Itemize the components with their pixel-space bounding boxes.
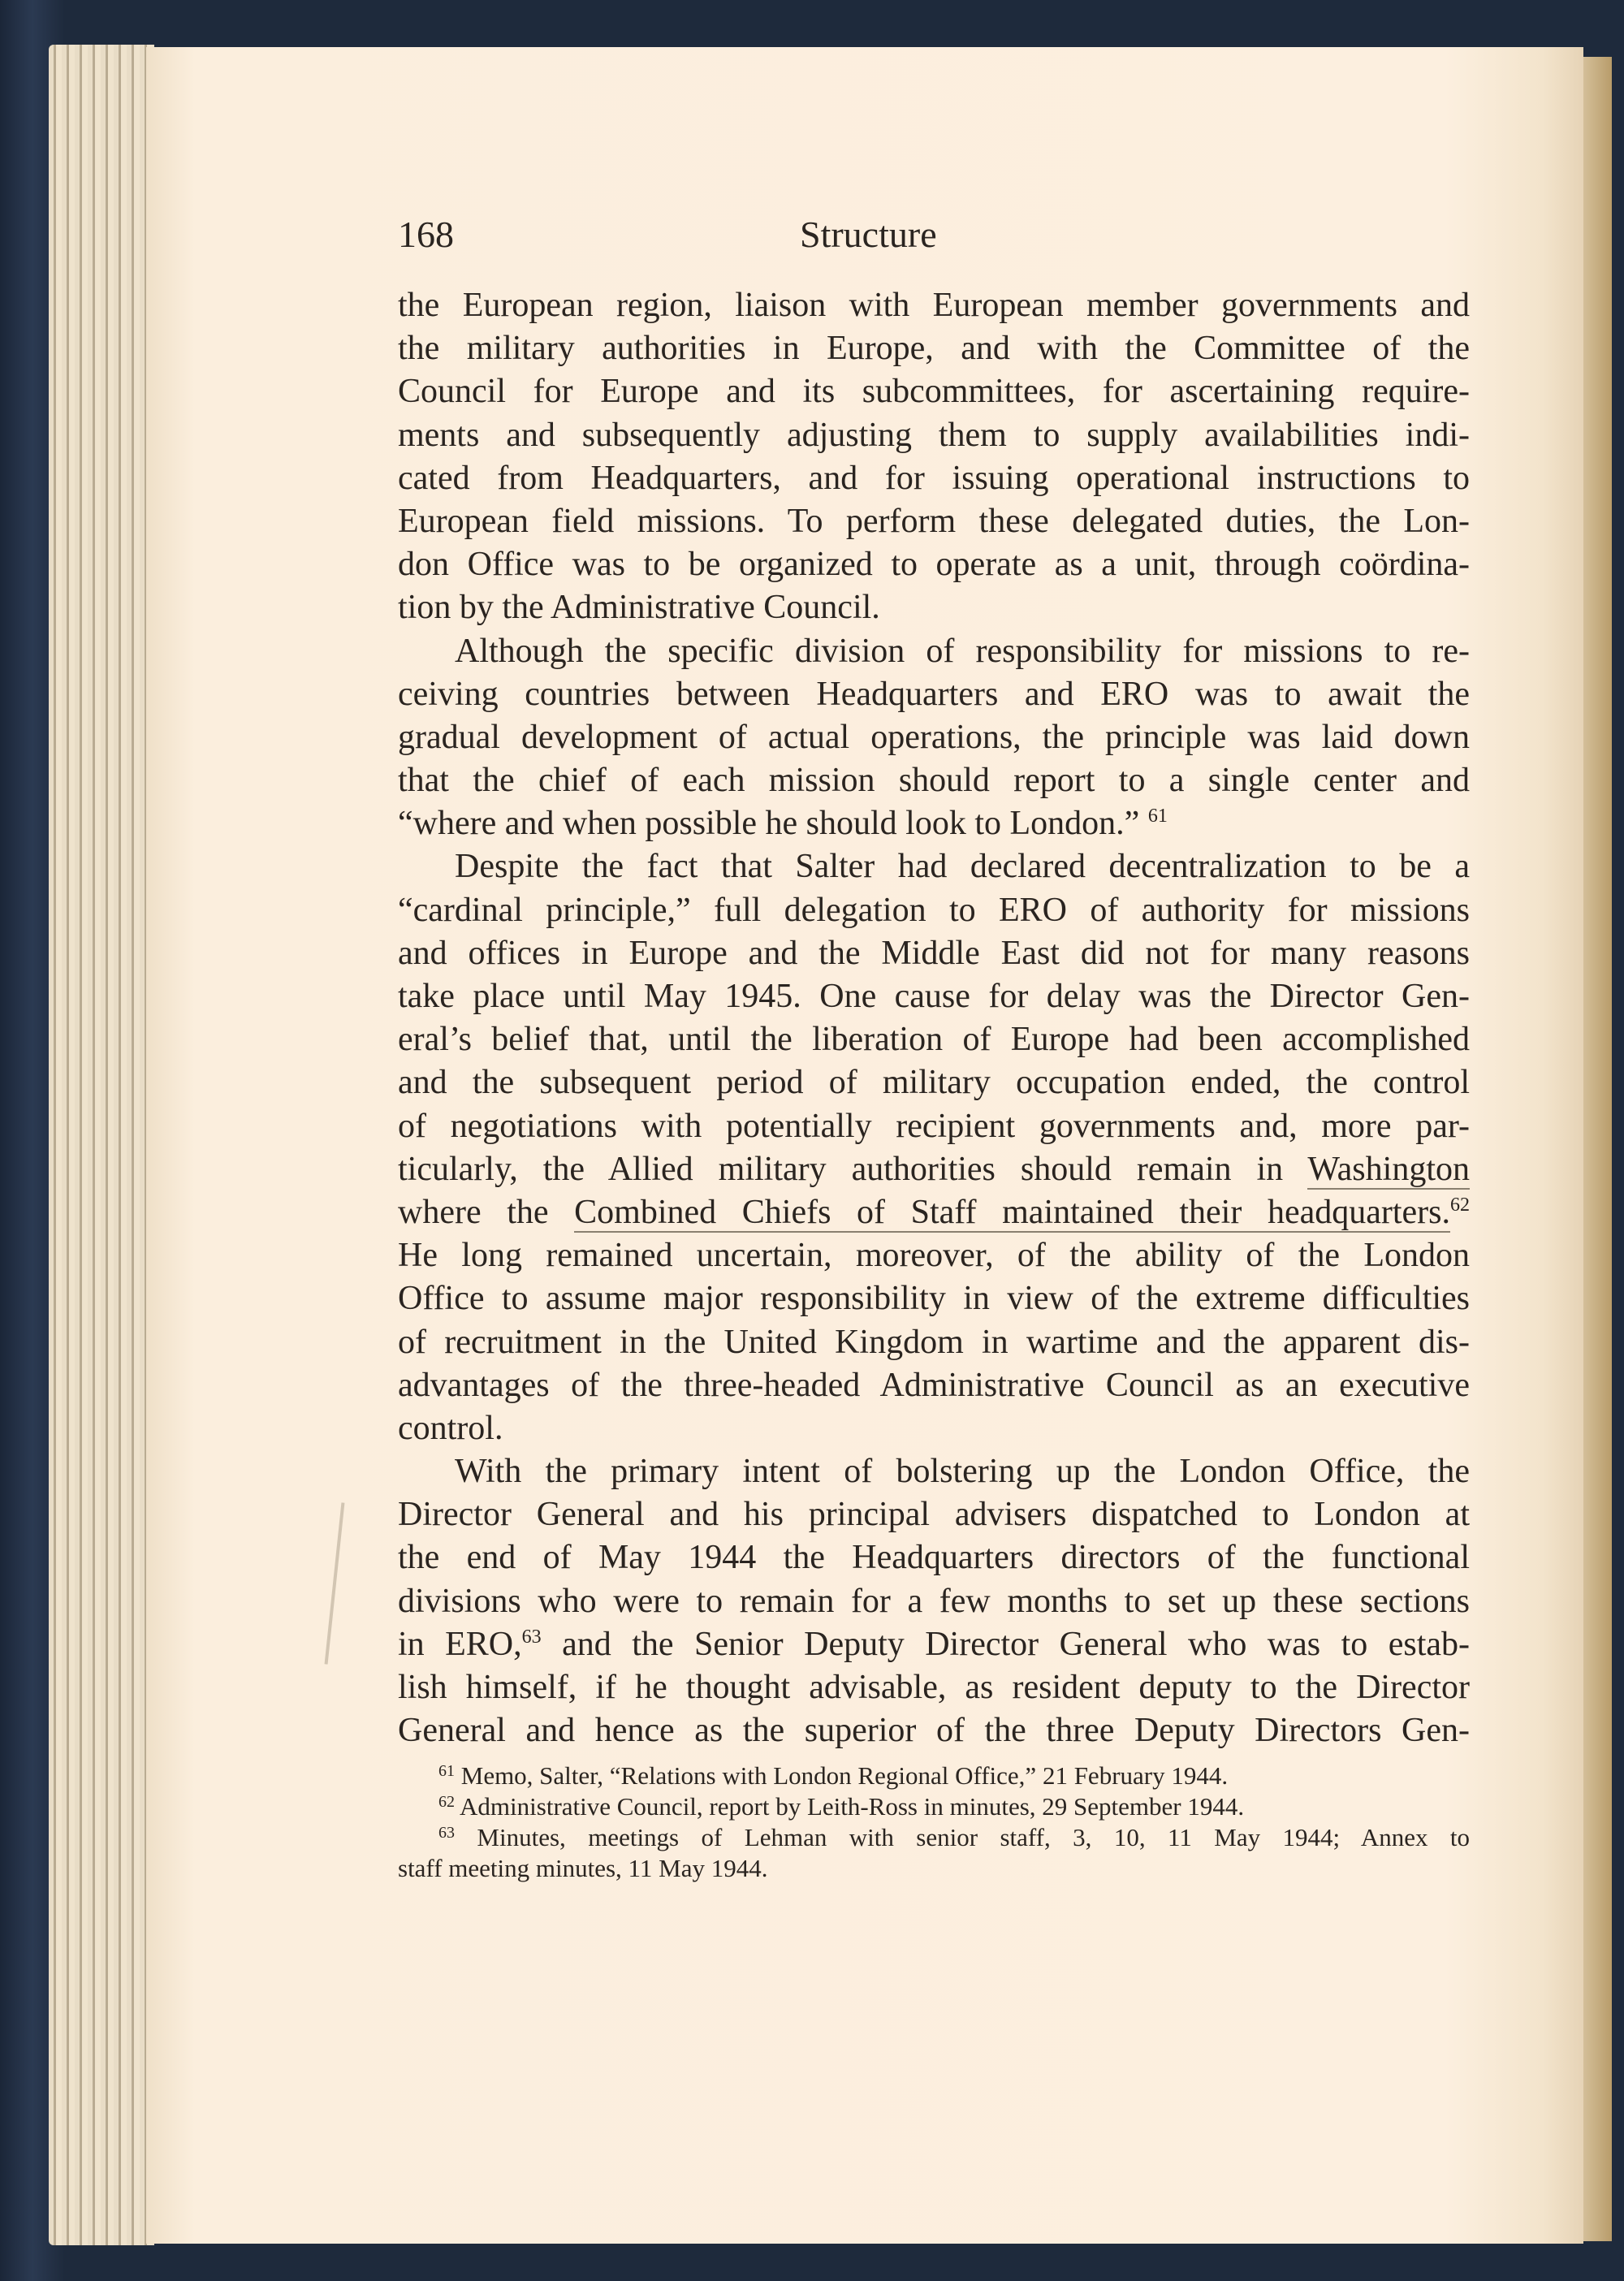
text-line <box>398 1623 1470 1666</box>
footnote <box>398 1822 1470 1853</box>
text-segment: ments and subsequently adjusting them to supply availabilities indi- <box>398 416 1470 454</box>
footnote-ref: 62 <box>1450 1194 1470 1216</box>
footnote-number: 62 <box>438 1793 455 1811</box>
text-segment: Council for Europe and its subcommittees, for ascertaining require- <box>398 373 1470 411</box>
footnote-text: Minutes, meetings of Lehman with senior staff, 3, 10, 11 May 1944; Annex to <box>455 1823 1470 1851</box>
text-segment: Despite the fact that Salter had declared decentralization to be a <box>455 848 1470 886</box>
text-segment: Office to assume major responsibility in view of the extreme difficulties <box>398 1280 1470 1318</box>
text-line <box>398 1666 1470 1709</box>
text-segment: ceiving countries between Headquarters and ERO was to await the <box>398 675 1470 713</box>
text-line <box>398 975 1470 1018</box>
text-segment: Combined Chiefs of Staff maintained their headquarters. <box>574 1193 1450 1231</box>
text-line <box>398 889 1470 932</box>
footnote <box>398 1760 1470 1791</box>
footnote-text: Memo, Salter, “Relations with London Regional Office,” 21 February 1944. <box>455 1761 1229 1790</box>
text-line <box>398 1018 1470 1061</box>
text-segment: Director General and his principal advisers dispatched to London at <box>398 1496 1470 1534</box>
text-line <box>398 673 1470 716</box>
text-line <box>398 1709 1470 1752</box>
text-segment: Washington <box>1307 1150 1470 1188</box>
text-line <box>398 802 1470 845</box>
text-segment: divisions who were to remain for a few months to set up these sections <box>398 1582 1470 1620</box>
text-line <box>398 1234 1470 1277</box>
text-line <box>398 1105 1470 1148</box>
text-segment: He long remained uncertain, moreover, of the ability of the London <box>398 1237 1470 1275</box>
text-segment: in ERO, <box>398 1625 522 1663</box>
text-line <box>398 759 1470 802</box>
text-line <box>398 1191 1470 1234</box>
text-segment: and offices in Europe and the Middle East did not for many reasons <box>398 934 1470 972</box>
text-line <box>398 284 1470 327</box>
text-segment: control. <box>398 1409 503 1447</box>
footnote-ref: 63 <box>521 1626 542 1648</box>
text-segment: lish himself, if he thought advisable, as resident deputy to the Director <box>398 1669 1470 1706</box>
text-line <box>398 414 1470 457</box>
text-line <box>398 1148 1470 1191</box>
page-number: 168 <box>398 214 454 255</box>
text-line <box>398 716 1470 759</box>
footnote-ref: 61 <box>1147 806 1168 827</box>
text-segment: European field missions. To perform these delegated duties, the Lon- <box>398 502 1470 540</box>
right-page-edge <box>1579 57 1612 2241</box>
text-segment: General and hence as the superior of the three Deputy Directors Gen- <box>398 1712 1470 1750</box>
text-line <box>398 1580 1470 1623</box>
text-segment: where the <box>398 1193 575 1231</box>
text-line <box>398 1321 1470 1364</box>
text-segment: “where and when possible he should look to London.” <box>398 805 1148 843</box>
text-segment: of negotiations with potentially recipient governments and, more par- <box>398 1107 1470 1145</box>
text-line <box>398 500 1470 543</box>
text-segment: “cardinal principle,” full delegation to ERO of authority for missions <box>398 891 1470 929</box>
footnote-number: 63 <box>438 1824 455 1842</box>
text-line <box>398 1407 1470 1450</box>
text-segment: gradual development of actual operations, the principle was laid down <box>398 718 1470 756</box>
text-segment: don Office was to be organized to operate as a unit, through coördina- <box>398 546 1470 584</box>
text-segment: the military authorities in Europe, and with the Committee of the <box>398 330 1470 368</box>
text-line <box>398 1061 1470 1104</box>
text-line <box>398 457 1470 500</box>
text-segment: the end of May 1944 the Headquarters directors of the functional <box>398 1539 1470 1577</box>
footnote <box>398 1853 1470 1884</box>
text-segment: take place until May 1945. One cause for delay was the Director Gen- <box>398 978 1470 1015</box>
text-line <box>398 327 1470 370</box>
text-segment: ticularly, the Allied military authorities should remain in <box>398 1150 1308 1188</box>
text-segment: advantages of the three-headed Administrative Council as an executive <box>398 1366 1470 1404</box>
text-segment: and the Senior Deputy Director General who was to estab- <box>541 1625 1470 1663</box>
text-line <box>398 1493 1470 1536</box>
text-segment: With the primary intent of bolstering up the London Office, the <box>455 1453 1470 1491</box>
text-line <box>398 543 1470 586</box>
footnote <box>398 1791 1470 1822</box>
text-line <box>398 586 1470 629</box>
text-line <box>398 1536 1470 1579</box>
text-segment: tion by the Administrative Council. <box>398 589 880 627</box>
footnote-number: 61 <box>438 1762 455 1780</box>
text-segment: of recruitment in the United Kingdom in wartime and the apparent dis- <box>398 1323 1470 1361</box>
text-line <box>398 845 1470 888</box>
footnotes <box>398 1760 1470 1884</box>
footnote-text: staff meeting minutes, 11 May 1944. <box>398 1854 768 1882</box>
page-edges <box>49 45 154 2245</box>
footnote-text: Administrative Council, report by Leith-Ross in minutes, 29 September 1944. <box>455 1792 1245 1821</box>
text-line <box>398 630 1470 673</box>
text-line <box>398 1364 1470 1407</box>
text-line <box>398 1277 1470 1320</box>
text-line <box>398 1450 1470 1493</box>
text-segment: the European region, liaison with European member governments and <box>398 287 1470 324</box>
running-head: Structure <box>800 214 937 255</box>
text-segment: cated from Headquarters, and for issuing operational instructions to <box>398 459 1470 497</box>
text-segment: eral’s belief that, until the liberation of Europe had been accomplished <box>398 1021 1470 1059</box>
text-segment: and the subsequent period of military occupation ended, the control <box>398 1064 1470 1102</box>
text-line <box>398 932 1470 975</box>
text-line <box>398 370 1470 413</box>
text-segment: that the chief of each mission should report to a single center and <box>398 762 1470 800</box>
body-text <box>398 284 1470 1752</box>
text-segment: Although the specific division of responsibility for missions to re- <box>455 632 1470 670</box>
